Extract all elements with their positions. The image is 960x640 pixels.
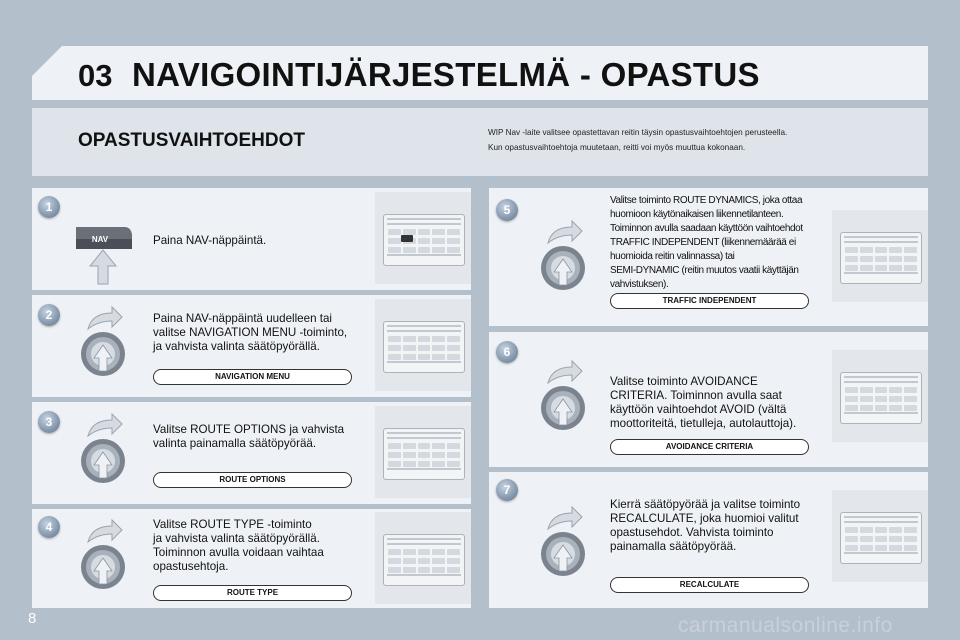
rotate-arrow-icon [84, 305, 124, 331]
step-line: moottoriteitä, tietulleja, autolauttoja). [610, 417, 797, 430]
step-text-2 [153, 312, 347, 354]
step-line: Valitse ROUTE OPTIONS ja vahvista [153, 423, 345, 436]
menu-option-pill: NAVIGATION MENU [153, 369, 352, 385]
step-line: valitse NAVIGATION MENU -toiminto, [153, 326, 348, 339]
step-badge-4: 4 [38, 516, 60, 538]
step-line: Valitse toiminto ROUTE DYNAMICS, joka ottaa [610, 195, 803, 206]
radio-unit-image [832, 490, 928, 582]
rotate-arrow-icon [84, 518, 124, 544]
dial-knob-icon [80, 331, 126, 377]
rotate-arrow-icon [544, 219, 584, 245]
chapter-number: 03 [78, 58, 113, 93]
menu-option-pill: ROUTE TYPE [153, 585, 352, 601]
menu-option-pill: AVOIDANCE CRITERIA [610, 439, 809, 455]
step-line: Paina NAV-näppäintä uudelleen tai [153, 312, 332, 325]
menu-option-pill: TRAFFIC INDEPENDENT [610, 293, 809, 309]
radio-face [840, 512, 922, 564]
step-line: Paina NAV-näppäintä. [153, 234, 267, 247]
step-line: valinta painamalla säätöpyörää. [153, 437, 317, 450]
step-line: opastusehdot. Vahvista toiminto [610, 526, 774, 539]
page-title: NAVIGOINTIJÄRJESTELMÄ - OPASTUS [132, 56, 760, 93]
dial-knob-icon [80, 438, 126, 484]
menu-option-pill: ROUTE OPTIONS [153, 472, 352, 488]
step-badge-5: 5 [496, 199, 518, 221]
radio-unit-image [375, 192, 471, 284]
step-line: ja vahvista valinta säätöpyörällä. [153, 532, 320, 545]
step-line: vahvistuksen). [610, 279, 669, 290]
step-line: Valitse toiminto AVOIDANCE [610, 375, 758, 388]
radio-unit-image [375, 512, 471, 604]
step-line: käyttöön vaihtoehdot AVOID (vältä [610, 403, 787, 416]
intro-text [488, 125, 908, 155]
step-line: Valitse ROUTE TYPE -toiminto [153, 518, 312, 531]
step-badge-1: 1 [38, 196, 60, 218]
press-arrow-icon [88, 248, 118, 286]
radio-unit-image [375, 406, 471, 498]
intro-line: Kun opastusvaihtoehtoja muutetaan, reitti voi myös muuttua kokonaan. [488, 143, 746, 152]
step-line: opastusehtoja. [153, 560, 229, 573]
dial-knob-icon [80, 544, 126, 590]
radio-unit-image [832, 350, 928, 442]
step-badge-7: 7 [496, 479, 518, 501]
menu-option-pill: RECALCULATE [610, 577, 809, 593]
rotate-arrow-icon [544, 359, 584, 385]
step-line: RECALCULATE, joka huomioi valitut [610, 512, 799, 525]
nav-key-highlight [401, 235, 413, 242]
radio-face [840, 372, 922, 424]
step-text-3 [153, 423, 344, 451]
radio-unit-image [375, 299, 471, 391]
step-badge-2: 2 [38, 304, 60, 326]
nav-key-label: NAV [91, 235, 109, 244]
rotate-arrow-icon [544, 505, 584, 531]
step-badge-3: 3 [38, 411, 60, 433]
radio-unit-image [832, 210, 928, 302]
step-line: ja vahvista valinta säätöpyörällä. [153, 340, 320, 353]
radio-face [383, 321, 465, 373]
step-line: Toiminnon avulla saadaan käyttöön vaihtoehdot [610, 223, 803, 234]
step-line: CRITERIA. Toiminnon avulla saat [610, 389, 782, 402]
rotate-arrow-icon [84, 412, 124, 438]
radio-face [840, 232, 922, 284]
step-badge-6: 6 [496, 341, 518, 363]
step-line: huomioon käytönaikaisen liikennetilanteen. [610, 209, 784, 220]
dial-knob-icon [540, 245, 586, 291]
step-line: SEMI-DYNAMIC (reitin muutos vaatii käyttäjän [610, 265, 799, 276]
section-title: OPASTUSVAIHTOEHDOT [78, 130, 305, 151]
step-text-5 [610, 194, 803, 292]
step-text-6 [610, 375, 796, 431]
radio-face [383, 534, 465, 586]
dial-knob-icon [540, 385, 586, 431]
watermark: carmanualsonline.info [678, 614, 893, 637]
radio-face [383, 428, 465, 480]
dial-knob-icon [540, 531, 586, 577]
step-line: Kierrä säätöpyörää ja valitse toiminto [610, 498, 801, 511]
radio-face [383, 214, 465, 266]
step-text-4 [153, 518, 324, 574]
intro-line: WIP Nav -laite valitsee opastettavan reitin täysin opastusvaihtoehtojen perusteella. [488, 128, 788, 137]
step-text-1 [153, 234, 266, 248]
step-line: Toiminnon avulla voidaan vaihtaa [153, 546, 324, 559]
step-line: painamalla säätöpyörää. [610, 540, 737, 553]
step-line: TRAFFIC INDEPENDENT (liikennemäärää ei [610, 237, 796, 248]
page-number: 8 [28, 610, 37, 627]
step-text-7 [610, 498, 800, 554]
step-line: huomioida reitin valinnassa) tai [610, 251, 735, 262]
